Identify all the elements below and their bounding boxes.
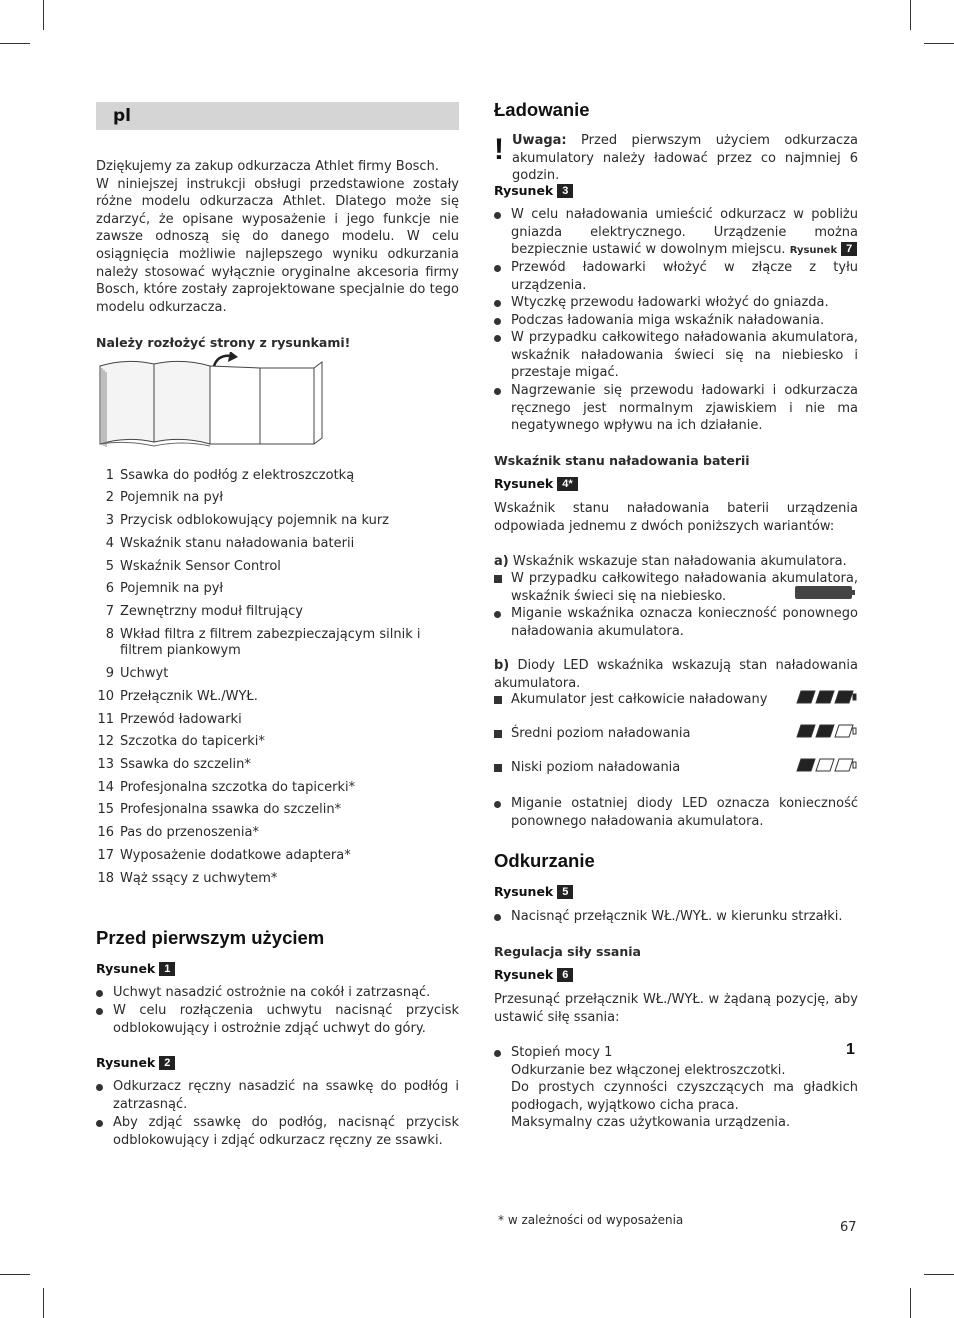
bullet-icon bbox=[494, 795, 508, 814]
variant-b-label: b) bbox=[494, 658, 510, 673]
led-indicator-low-icon bbox=[795, 758, 857, 772]
bullet-text: Średni poziom naładowania bbox=[511, 726, 691, 741]
bullet-icon bbox=[96, 1114, 110, 1133]
variant-a-text: Wskaźnik wskazuje stan naładowania akumulatora. bbox=[508, 554, 847, 569]
parts-list-number: 6 bbox=[105, 581, 114, 596]
bullet-icon bbox=[494, 206, 508, 225]
warning-body: Przed pierwszym użyciem odkurzacza akumulatory należy ładować przez co najmniej 6 godzin. bbox=[512, 133, 858, 184]
crop-mark bbox=[924, 43, 954, 44]
parts-list-item bbox=[96, 871, 459, 889]
parts-list-label: Pojemnik na pył bbox=[120, 490, 224, 505]
crop-mark bbox=[0, 1274, 30, 1275]
power-level-number: 1 bbox=[846, 1041, 855, 1058]
bullet-text: Nagrzewanie się przewodu ładowarki i odkurzacza ręcznego jest normalnym zjawiskiem i nie ma negatywnego wpływu na ich działanie. bbox=[511, 383, 858, 434]
warning-label: Uwaga: bbox=[512, 133, 567, 148]
figure-label-text: Rysunek bbox=[494, 476, 554, 491]
power-level-line: Do prostych czynności czyszczących ma gładkich podłogach, wyjątkowo cicha praca. bbox=[511, 1080, 858, 1113]
figure-label-1 bbox=[96, 961, 175, 976]
figure-number: 1 bbox=[159, 962, 175, 976]
bullet-icon bbox=[494, 908, 508, 927]
parts-list-label: Zewnętrzny moduł filtrujący bbox=[120, 604, 303, 619]
bullet-square-icon bbox=[494, 691, 508, 710]
figure-label-text: Rysunek bbox=[494, 884, 554, 899]
crop-mark bbox=[43, 1288, 44, 1318]
parts-list-number: 9 bbox=[105, 666, 114, 681]
unfold-note: Należy rozłożyć strony z rysunkami! bbox=[96, 335, 351, 350]
suction-text: Przesunąć przełącznik WŁ./WYŁ. w żądaną pozycję, aby ustawić siłę ssania: bbox=[494, 992, 858, 1025]
parts-list-item bbox=[96, 848, 459, 866]
led-segment bbox=[835, 725, 853, 737]
parts-list-item bbox=[96, 604, 459, 622]
crop-mark bbox=[910, 0, 911, 30]
bullet-item bbox=[494, 259, 858, 294]
bullet-icon bbox=[96, 1002, 110, 1021]
figure-label-text: Rysunek bbox=[494, 967, 554, 982]
parts-list-number: 14 bbox=[97, 780, 114, 795]
led-tip bbox=[853, 762, 856, 768]
variant-b-text: Diody LED wskaźnika wskazują stan naładowania akumulatora. bbox=[494, 658, 858, 691]
crop-mark bbox=[0, 43, 30, 44]
parts-list-item bbox=[96, 666, 459, 684]
parts-list-label: Wskaźnik stanu naładowania baterii bbox=[120, 536, 355, 551]
bullet-text bbox=[511, 1044, 858, 1132]
led-tip bbox=[853, 694, 856, 700]
led-indicator-medium-icon bbox=[795, 724, 857, 738]
bullet-square-icon bbox=[494, 570, 508, 589]
parts-list-number: 7 bbox=[105, 604, 114, 619]
bullet-item bbox=[494, 206, 858, 259]
bullet-text: Nacisnąć przełącznik WŁ./WYŁ. w kierunku strzałki. bbox=[511, 909, 843, 924]
inline-figure-label: Rysunek bbox=[789, 245, 838, 257]
parts-list-item bbox=[96, 689, 459, 707]
bullet-item bbox=[494, 1044, 858, 1134]
bullet-item bbox=[494, 795, 858, 830]
led-tip bbox=[853, 728, 856, 734]
bullet-icon bbox=[494, 294, 508, 313]
parts-list-item bbox=[96, 468, 459, 486]
figure-label-text: Rysunek bbox=[494, 183, 554, 198]
parts-list-item bbox=[96, 513, 459, 531]
parts-list-item bbox=[96, 581, 459, 599]
bullet-text: Niski poziom naładowania bbox=[511, 760, 681, 775]
warning-exclamation-icon: ! bbox=[494, 133, 504, 166]
crop-mark bbox=[924, 1274, 954, 1275]
bullet-text: W przypadku całkowitego naładowania akumulatora, wskaźnik naładowania świeci się na niebiesko i przestaje migać. bbox=[511, 330, 858, 381]
bullet-square-icon bbox=[494, 759, 508, 778]
parts-list-label: Wąż ssący z uchwytem* bbox=[120, 871, 278, 886]
bullet-text: Uchwyt nasadzić ostrożnie na cokół i zatrzasnąć. bbox=[113, 985, 431, 1000]
bullet-icon bbox=[494, 1044, 508, 1063]
bullet-text: Przewód ładowarki włożyć w złącze z tyłu urządzenia. bbox=[511, 260, 858, 293]
parts-list-number: 3 bbox=[105, 513, 114, 528]
parts-list-label: Przewód ładowarki bbox=[120, 712, 242, 727]
battery-indicator-bar-icon bbox=[795, 586, 852, 599]
bullet-text: Odkurzacz ręczny nasadzić na ssawkę do podłóg i zatrzasnąć. bbox=[113, 1079, 459, 1112]
bullet-item bbox=[494, 605, 858, 640]
figure-number: 2 bbox=[159, 1056, 175, 1070]
led-segment bbox=[816, 725, 834, 737]
bullet-icon bbox=[494, 259, 508, 278]
parts-list-label: Profesjonalna ssawka do szczelin* bbox=[120, 802, 342, 817]
parts-list-label: Profesjonalna szczotka do tapicerki* bbox=[120, 780, 356, 795]
led-segment bbox=[816, 691, 834, 703]
figure-label-text: Rysunek bbox=[96, 1055, 156, 1070]
led-segment bbox=[797, 691, 815, 703]
parts-list-number: 4 bbox=[105, 536, 114, 551]
parts-list-label: Przełącznik WŁ./WYŁ. bbox=[120, 689, 258, 704]
parts-list-label: Szczotka do tapicerki* bbox=[120, 734, 265, 749]
figure-number: 4* bbox=[557, 477, 577, 491]
power-level-line: Odkurzanie bez włączonej elektroszczotki. bbox=[511, 1062, 786, 1078]
parts-list-label: Ssawka do podłóg z elektroszczotką bbox=[120, 468, 355, 483]
parts-list-item bbox=[96, 536, 459, 554]
parts-list-label: Wskaźnik Sensor Control bbox=[120, 559, 281, 574]
parts-list-label: Przycisk odblokowujący pojemnik na kurz bbox=[120, 513, 389, 528]
battery-indicator-tip bbox=[852, 590, 855, 595]
parts-list-number: 16 bbox=[97, 825, 114, 840]
parts-list-item bbox=[96, 712, 459, 730]
parts-list-number: 2 bbox=[105, 490, 114, 505]
bullet-icon bbox=[96, 984, 110, 1003]
bullet-text: Miganie ostatniej diody LED oznacza konieczność ponownego naładowania akumulatora. bbox=[511, 796, 858, 829]
intro-paragraph: Dziękujemy za zakup odkurzacza Athlet firmy Bosch. W niniejszej instrukcji obsługi przedstawione zostały różne modelu odkurzacza Athlet. Dlatego może się zdarzyć, że opisane wyposażenie i jego funkcje nie zawsze odnoszą się do danego modelu. W celu osiągnięcia możliwie najlepszego wyniku odkurzania należy stosować wyłącznie oryginalne akcesoria firmy Bosch, które zostały zaprojektowane specjalnie do tego modelu odkurzacza. bbox=[96, 159, 459, 315]
figure-number: 7 bbox=[841, 242, 857, 256]
bullet-icon bbox=[494, 312, 508, 331]
suction-heading: Regulacja siły ssania bbox=[494, 944, 641, 959]
figure-number: 6 bbox=[557, 968, 573, 982]
heading-vacuuming: Odkurzanie bbox=[494, 850, 595, 871]
bullet-icon bbox=[96, 1078, 110, 1097]
bullet-text: W celu rozłączenia uchwytu nacisnąć przycisk odblokowujący i ostrożnie zdjąć uchwyt do góry. bbox=[113, 1003, 459, 1036]
figure-label-6 bbox=[494, 967, 573, 982]
parts-list-number: 11 bbox=[97, 712, 114, 727]
bullet-item bbox=[494, 725, 794, 743]
bullet-item bbox=[96, 1002, 459, 1038]
fold-out-pages-illustration bbox=[96, 352, 328, 448]
bullet-text: Miganie wskaźnika oznacza konieczność ponownego naładowania akumulatora. bbox=[511, 606, 858, 639]
power-level-line: Maksymalny czas użytkowania urządzenia. bbox=[511, 1115, 791, 1131]
led-segment bbox=[797, 759, 815, 771]
bullet-icon bbox=[494, 605, 508, 624]
bullet-item bbox=[494, 908, 858, 926]
parts-list-item bbox=[96, 627, 459, 661]
bullet-text: Akumulator jest całkowicie naładowany bbox=[511, 692, 768, 707]
parts-list-item bbox=[96, 757, 459, 775]
figure-number: 5 bbox=[557, 885, 573, 899]
variant-a bbox=[494, 553, 858, 571]
led-indicator-full-icon bbox=[795, 690, 857, 704]
bullet-text: Podczas ładowania miga wskaźnik naładowania. bbox=[511, 313, 825, 328]
crop-mark bbox=[910, 1288, 911, 1318]
bullet-text: Aby zdjąć ssawkę do podłóg, nacisnąć przycisk odblokowujący i zdjąć odkurzacz ręczny ze ssawki. bbox=[113, 1115, 459, 1148]
parts-list-item bbox=[96, 780, 459, 798]
parts-list-label: Pas do przenoszenia* bbox=[120, 825, 259, 840]
bullet-item bbox=[96, 984, 459, 1002]
heading-before-first-use: Przed pierwszym użyciem bbox=[96, 927, 325, 948]
power-level-title: Stopień mocy 1 bbox=[511, 1045, 613, 1060]
parts-list-label: Wyposażenie dodatkowe adaptera* bbox=[120, 848, 351, 863]
bullet-text: Wtyczkę przewodu ładowarki włożyć do gniazda. bbox=[511, 295, 829, 310]
parts-list-item bbox=[96, 490, 459, 508]
bullet-item bbox=[494, 759, 794, 777]
battery-indicator-heading: Wskaźnik stanu naładowania baterii bbox=[494, 453, 750, 468]
bullet-item bbox=[494, 382, 858, 435]
led-segment bbox=[797, 725, 815, 737]
parts-list-item bbox=[96, 802, 459, 820]
parts-list-number: 8 bbox=[105, 627, 114, 642]
bullet-item bbox=[96, 1114, 459, 1150]
parts-list-number: 18 bbox=[97, 871, 114, 886]
page-number: 67 bbox=[840, 1220, 857, 1235]
parts-list-number: 5 bbox=[105, 559, 114, 574]
variant-a-label: a) bbox=[494, 554, 509, 569]
parts-list-number: 17 bbox=[97, 848, 114, 863]
figure-label-2 bbox=[96, 1055, 175, 1070]
bullet-text: W przypadku całkowitego naładowania akumulatora, wskaźnik świeci się na niebiesko. bbox=[511, 571, 858, 604]
led-segment bbox=[835, 691, 853, 703]
figure-label-3 bbox=[494, 183, 573, 198]
parts-list-number: 12 bbox=[97, 734, 114, 749]
parts-list-label: Wkład filtra z filtrem zabezpieczającym silnik i filtrem piankowym bbox=[120, 627, 421, 658]
parts-list-number: 1 bbox=[105, 468, 114, 483]
bullet-item bbox=[494, 329, 858, 382]
parts-list-item bbox=[96, 734, 459, 752]
bullet-text-body: W celu naładowania umieścić odkurzacz w pobliżu gniazda elektrycznego. Urządzenie można bezpiecznie ustawić w dowolnym miejscu. bbox=[511, 207, 858, 258]
parts-list-number: 15 bbox=[97, 802, 114, 817]
led-segment bbox=[835, 759, 853, 771]
figure-number: 3 bbox=[557, 184, 573, 198]
figure-label-5 bbox=[494, 884, 573, 899]
led-segment bbox=[816, 759, 834, 771]
figure-label-4 bbox=[494, 476, 578, 491]
bullet-square-icon bbox=[494, 725, 508, 744]
bullet-icon bbox=[494, 382, 508, 401]
bullet-item bbox=[494, 691, 794, 709]
parts-list-label: Ssawka do szczelin* bbox=[120, 757, 251, 772]
parts-list-number: 13 bbox=[97, 757, 114, 772]
parts-list-label: Uchwyt bbox=[120, 666, 169, 681]
bullet-text bbox=[511, 206, 858, 260]
footnote: * w zależności od wyposażenia bbox=[498, 1213, 684, 1227]
parts-list-label: Pojemnik na pył bbox=[120, 581, 224, 596]
battery-indicator-intro: Wskaźnik stanu naładowania baterii urządzenia odpowiada jednemu z dwóch poniższych wariantów: bbox=[494, 501, 858, 534]
language-bar: pl bbox=[96, 102, 459, 130]
crop-mark bbox=[43, 0, 44, 30]
parts-list-number: 10 bbox=[97, 689, 114, 704]
variant-b bbox=[494, 657, 858, 692]
warning-text bbox=[512, 132, 858, 185]
bullet-item bbox=[494, 294, 858, 312]
bullet-item bbox=[96, 1078, 459, 1114]
parts-list-item bbox=[96, 825, 459, 843]
parts-list-item bbox=[96, 559, 459, 577]
heading-charging: Ładowanie bbox=[494, 99, 590, 120]
bullet-item bbox=[494, 312, 858, 330]
figure-label-text: Rysunek bbox=[96, 961, 156, 976]
bullet-icon bbox=[494, 329, 508, 348]
